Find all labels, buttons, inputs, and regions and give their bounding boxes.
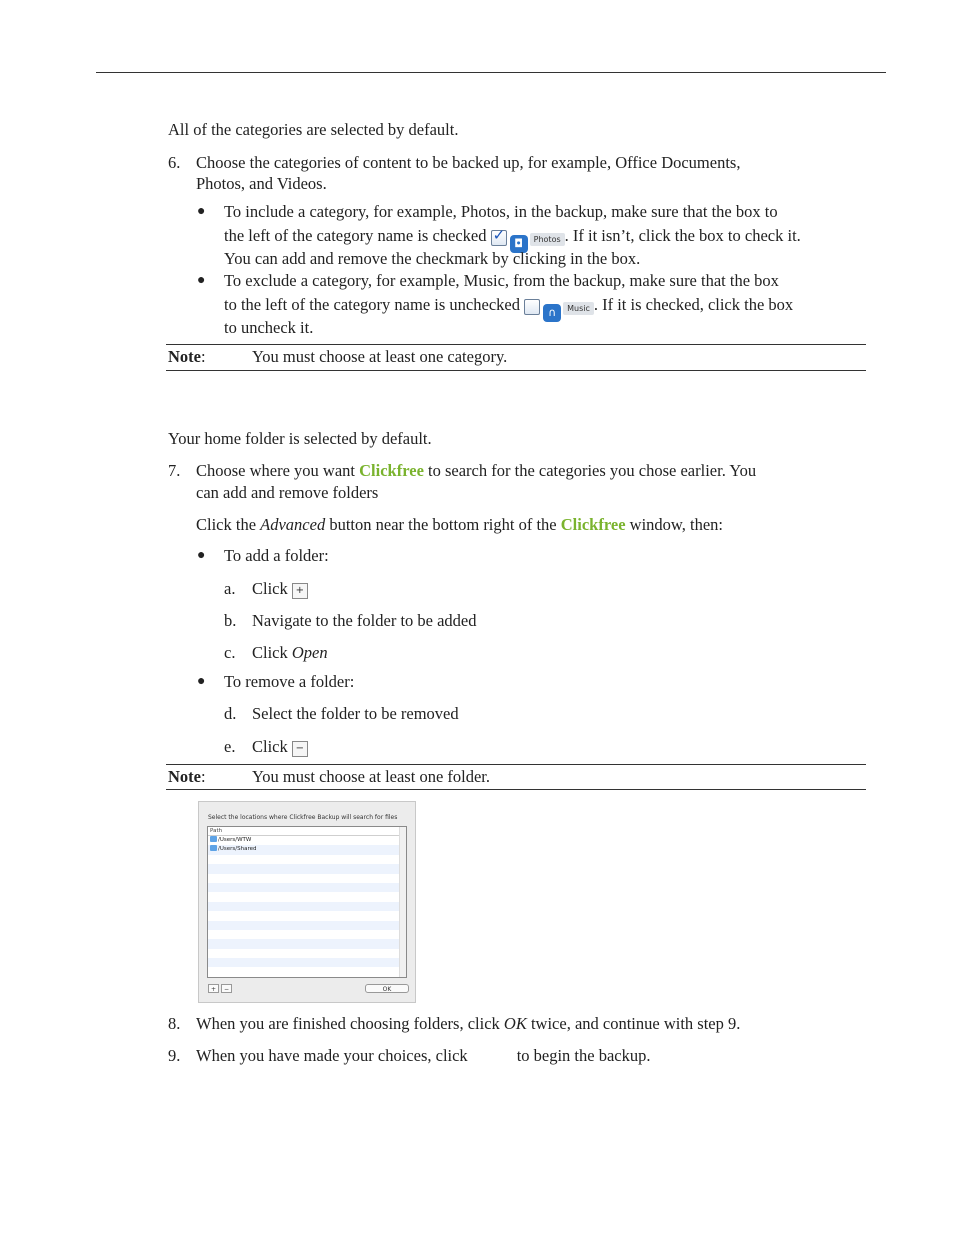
substep-c-letter: c. [224, 643, 236, 662]
music-category-example [524, 298, 594, 322]
note-label: Note: [168, 347, 206, 366]
list-item[interactable] [208, 958, 406, 967]
list-item[interactable] [208, 874, 406, 883]
ok-button-ref: OK [503, 1014, 527, 1033]
note-label: Note: [168, 767, 206, 786]
bullet-dot: ● [197, 674, 206, 689]
note-text: You must choose at least one category. [252, 347, 508, 366]
list-item[interactable] [208, 967, 406, 976]
camera-icon: ◘ [510, 235, 528, 253]
step-7-line1: Choose where you want Clickfree to search for the categories you chose earlier. You [196, 461, 757, 480]
list-item[interactable] [208, 836, 406, 845]
substep-d: Select the folder to be removed [252, 704, 459, 723]
substep-d-letter: d. [224, 704, 237, 723]
open-button-ref: Open [291, 643, 328, 662]
dialog-remove-button[interactable]: − [221, 984, 232, 993]
exclude-line2-before: to the left of the category name is unchecked [224, 295, 520, 314]
step-8-text: When you are finished choosing folders, click OK twice, and continue with step 9. [196, 1014, 741, 1033]
bullet-dot: ● [197, 204, 206, 219]
list-item[interactable] [208, 930, 406, 939]
checked-checkbox-icon: ✓ [492, 226, 506, 244]
substep-b-letter: b. [224, 611, 237, 630]
brand-clickfree: Clickfree [359, 461, 424, 480]
include-line2-after: . If it isn’t, click the box to check it. [564, 226, 801, 245]
dialog-add-button[interactable]: + [208, 984, 219, 993]
brand-clickfree: Clickfree [560, 515, 626, 534]
step-6-line2: Photos, and Videos. [196, 174, 327, 193]
categories-intro: All of the categories are selected by default. [168, 120, 459, 139]
step-9-number: 9. [168, 1046, 181, 1065]
list-item[interactable] [208, 921, 406, 930]
substep-e-letter: e. [224, 737, 236, 756]
folder-path: /Users/WTW [218, 837, 252, 843]
step-8-number: 8. [168, 1014, 181, 1033]
step-7-number: 7. [168, 461, 181, 480]
folders-intro: Your home folder is selected by default. [168, 429, 432, 448]
step-6-line1: Choose the categories of content to be backed up, for example, Office Documents, [196, 153, 741, 172]
exclude-line3: to uncheck it. [224, 318, 314, 337]
remove-folder-heading: To remove a folder: [224, 672, 355, 691]
advanced-instruction: Click the Advanced button near the bottom right of the Clickfree window, then: [196, 515, 723, 534]
step-9-text: When you have made your choices, click to begin the backup. [196, 1046, 651, 1065]
bullet-dot: ● [197, 548, 206, 563]
note-rule-bottom [166, 370, 866, 371]
add-folder-heading: To add a folder: [224, 546, 329, 565]
substep-e: Click − [252, 737, 308, 757]
list-item[interactable] [208, 855, 406, 864]
step-7-line2: can add and remove folders [196, 483, 379, 502]
list-item[interactable] [208, 864, 406, 873]
header-rule [96, 72, 886, 73]
list-scrollbar[interactable] [399, 827, 406, 977]
music-label: Music [563, 302, 594, 315]
folder-icon [210, 836, 217, 842]
folder-path-list[interactable] [207, 826, 407, 978]
remove-folder-button-icon: − [292, 741, 308, 757]
list-item[interactable] [208, 883, 406, 892]
advanced-button-ref: Advanced [260, 515, 326, 534]
path-column-header: Path [208, 827, 406, 836]
exclude-line1: To exclude a category, for example, Music, from the backup, make sure that the box [224, 271, 779, 290]
note-rule-top [166, 344, 866, 345]
note-rule-top [166, 764, 866, 765]
dialog-title: Select the locations where Clickfree Backup will search for files [208, 814, 398, 821]
exclude-line2-after: . If it is checked, click the box [593, 295, 794, 314]
list-item[interactable] [208, 902, 406, 911]
note-rule-bottom [166, 789, 866, 790]
photos-label: Photos [530, 233, 565, 246]
list-item[interactable] [208, 949, 406, 958]
substep-b: Navigate to the folder to be added [252, 611, 477, 630]
include-line3: You can add and remove the checkmark by clicking in the box. [224, 249, 641, 268]
list-item[interactable] [208, 911, 406, 920]
headphones-icon: ∩ [543, 304, 561, 322]
list-item[interactable] [208, 939, 406, 948]
substep-a: Click + [252, 579, 308, 599]
include-line2-before: the left of the category name is checked [224, 226, 487, 245]
substep-a-letter: a. [224, 579, 236, 598]
list-item[interactable] [208, 845, 406, 854]
folder-icon [210, 845, 217, 851]
unchecked-checkbox-icon [524, 299, 540, 315]
folder-path: /Users/Shared [218, 846, 257, 853]
note-text: You must choose at least one folder. [252, 767, 491, 786]
dialog-ok-button[interactable]: OK [365, 984, 409, 993]
bullet-dot: ● [197, 273, 206, 288]
list-item[interactable] [208, 892, 406, 901]
substep-c: Click Open [252, 643, 328, 662]
include-line1: To include a category, for example, Photos, in the backup, make sure that the box to [224, 202, 778, 221]
add-folder-button-icon: + [292, 583, 308, 599]
step-6-number: 6. [168, 153, 181, 172]
folder-locations-dialog [198, 801, 416, 1003]
